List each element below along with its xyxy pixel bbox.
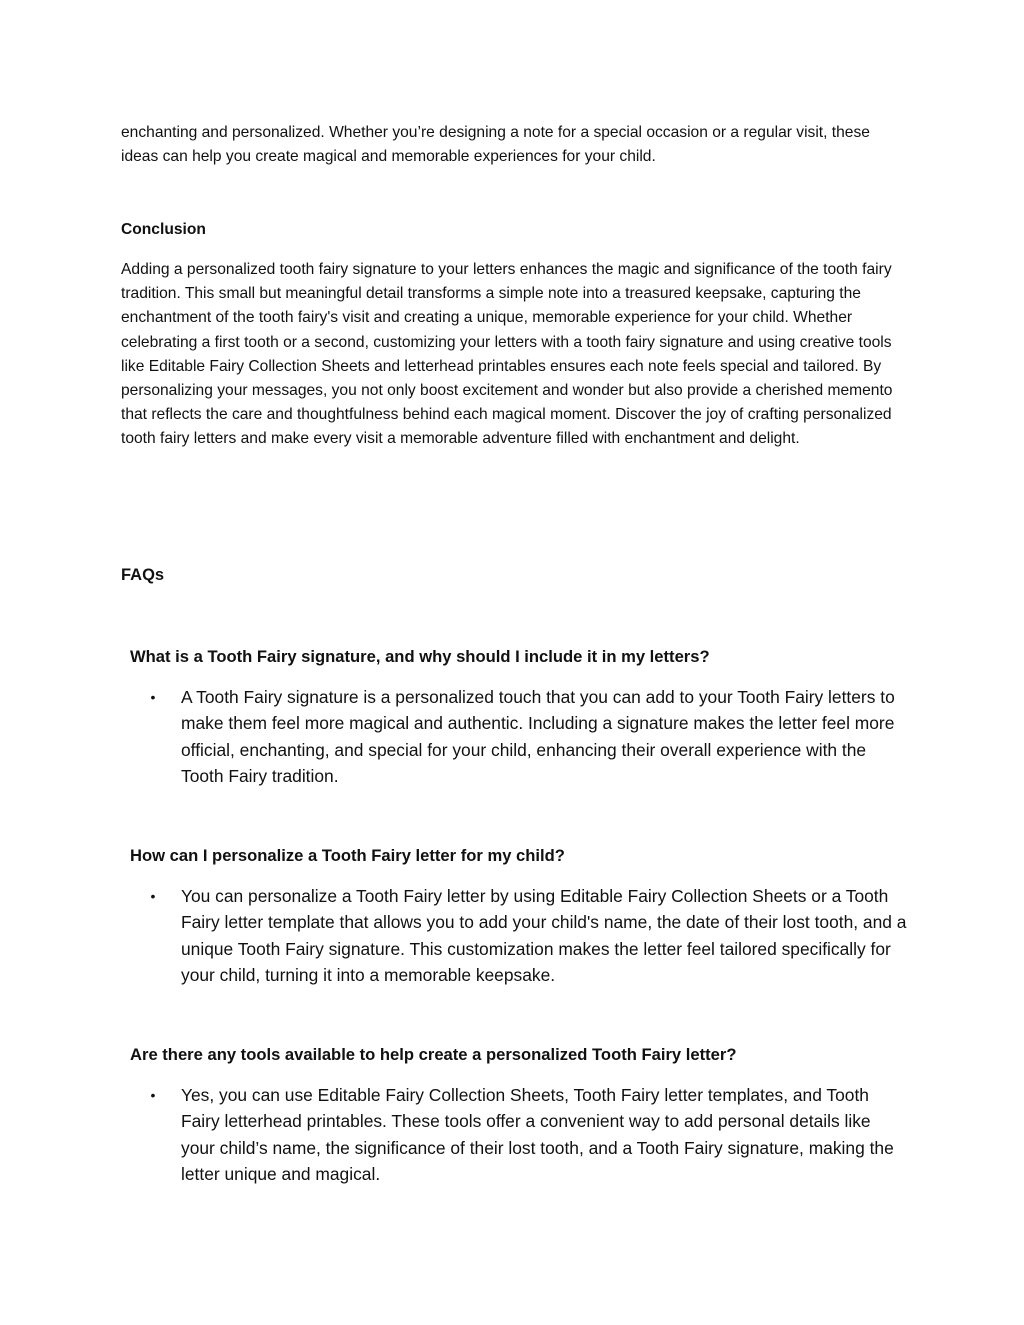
faq-answer-text-3: Yes, you can use Editable Fairy Collection Sheets, Tooth Fairy letter templates, and Tooth Fairy letterhead printables. These tools offer a convenient way to add personal details like your child’s name, the significance of their lost tooth, and a Tooth Fairy signature, making the letter unique and magical. (181, 1085, 894, 1184)
conclusion-paragraph: Adding a personalized tooth fairy signature to your letters enhances the magic and significance of the tooth fairy tradition. This small but meaningful detail transforms a simple note into a treasured keepsake, capturing the enchantment of the tooth fairy's visit and creating a unique, memorable experience for your child. Whether celebrating a first tooth or a second, customizing your letters with a tooth fairy signature and using creative tools like Editable Fairy Collection Sheets and letterhead printables ensures each note feels special and tailored. By personalizing your messages, you not only boost excitement and wonder but also provide a cherished memento that reflects the care and thoughtfulness behind each magical moment. Discover the joy of crafting personalized tooth fairy letters and make every visit a memorable adventure filled with enchantment and delight. (121, 261, 893, 448)
faq-answer-list-1 (147, 684, 907, 789)
faq-answer-list-2 (147, 883, 907, 988)
intro-paragraph: enchanting and personalized. Whether you’re designing a note for a special occasion or a regular visit, these ideas can help you create magical and memorable experiences for your child. (121, 124, 870, 166)
bullet-icon: • (150, 689, 156, 705)
faq-question-3: Are there any tools available to help create a personalized Tooth Fairy letter? (130, 1045, 737, 1064)
faq-answer-text-1: A Tooth Fairy signature is a personalized touch that you can add to your Tooth Fairy letters to make them feel more magical and authentic. Including a signature makes the letter feel more official, enchanting, and special for your child, enhancing their overall experience with the Tooth Fairy tradition. (181, 687, 895, 786)
faq-answer-text-2: You can personalize a Tooth Fairy letter by using Editable Fairy Collection Sheets or a Tooth Fairy letter template that allows you to add your child's name, the date of their lost tooth, and a unique Tooth Fairy signature. This customization makes the letter feel tailored specifically for your child, turning it into a memorable keepsake. (181, 886, 907, 985)
faq-answer-1 (147, 684, 907, 789)
faq-answer-3 (147, 1082, 907, 1187)
faq-question-2: How can I personalize a Tooth Fairy letter for my child? (130, 846, 565, 865)
faqs-heading: FAQs (121, 566, 165, 584)
faq-answer-list-3 (147, 1082, 907, 1187)
bullet-icon: • (150, 1087, 156, 1103)
bullet-icon: • (150, 888, 156, 904)
faq-question-1: What is a Tooth Fairy signature, and why should I include it in my letters? (130, 647, 710, 666)
conclusion-heading: Conclusion (121, 221, 206, 238)
faq-answer-2 (147, 883, 907, 988)
